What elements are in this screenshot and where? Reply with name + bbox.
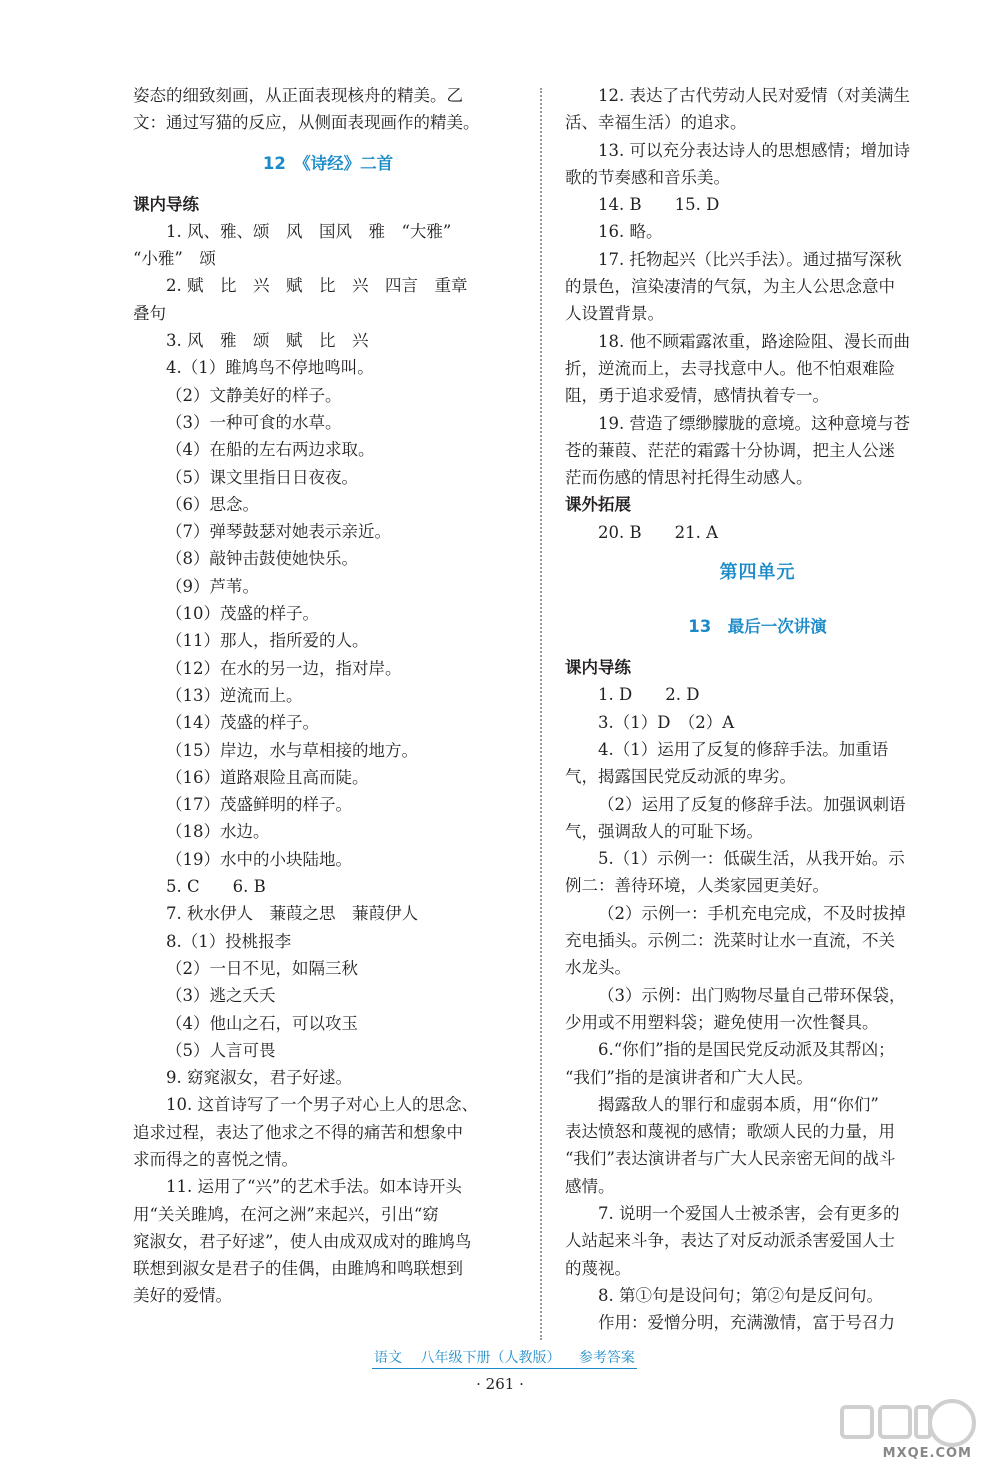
answer-line: 3. 风 雅 颂 赋 比 兴: [166, 331, 369, 351]
answer-continuation-line: 例二：善待环境，人类家园更美好。: [565, 876, 829, 896]
answer-line: 13. 可以充分表达诗人的思想感情；增加诗: [598, 140, 910, 160]
answer-continuation-line: 水龙头。: [565, 958, 631, 978]
answer-line: （6）思念。: [166, 494, 259, 514]
answer-continuation-line: “我们”表达演讲者与广大人民亲密无间的战斗: [565, 1149, 896, 1169]
answer-continuation-line: 姿态的细致刻画，从正面表现核舟的精美。乙: [133, 86, 463, 105]
answer-continuation-line: “我们”指的是演讲者和广大人民。: [565, 1067, 813, 1087]
answer-line: 作用：爱憎分明，充满激情，富于号召力: [598, 1313, 895, 1333]
answer-line: （5）人言可畏: [166, 1040, 276, 1060]
answer-line: 1. D 2. D: [598, 685, 700, 705]
left-column: [133, 82, 523, 1310]
answer-continuation-line: 折，逆流而上，去寻找意中人。他不怕艰难险: [565, 358, 895, 378]
answer-line: （4）在船的左右两边求取。: [166, 440, 375, 460]
answer-line: （16）道路艰险且高而陡。: [166, 767, 369, 787]
answer-line: 19. 营造了缥缈朦胧的意境。这种意境与苍: [598, 413, 910, 433]
answer-continuation-line: 感情。: [565, 1176, 615, 1196]
watermark-text: MXQE.COM: [882, 1446, 972, 1461]
answer-line: （17）茂盛鲜明的样子。: [166, 795, 352, 815]
answer-line: 11. 运用了“兴”的艺术手法。如本诗开头: [166, 1177, 462, 1197]
answer-line: （2）文静美好的样子。: [166, 385, 342, 405]
answer-continuation-line: 美好的爱情。: [133, 1286, 232, 1306]
answer-line: 8. 第①句是设问句；第②句是反问句。: [598, 1285, 883, 1305]
answer-line: 18. 他不顾霜露浓重，路途险阻、漫长而曲: [598, 331, 910, 351]
answer-line: （3）一种可食的水草。: [166, 412, 342, 432]
answer-continuation-line: 追求过程，表达了他求之不得的痛苦和想象中: [133, 1122, 463, 1142]
answer-continuation-line: 求而得之的喜悦之情。: [133, 1149, 298, 1169]
answer-line: 9. 窈窕淑女，君子好逑。: [166, 1068, 352, 1088]
answer-line: 17. 托物起兴（比兴手法）。通过描写深秋: [598, 249, 902, 269]
answer-line: （2）运用了反复的修辞手法。加强讽刺语: [598, 794, 906, 814]
answer-continuation-line: 苍的蒹葭、茫茫的霜露十分协调，把主人公迷: [565, 440, 895, 460]
page-number: · 261 ·: [476, 1375, 524, 1393]
answer-line: 10. 这首诗写了一个男子对心上人的思念、: [166, 1095, 478, 1115]
answer-line: （7）弹琴鼓瑟对她表示亲近。: [166, 522, 391, 542]
footer-book: 八年级下册（人教版）: [420, 1350, 561, 1366]
answer-line: （13）逆流而上。: [166, 685, 303, 705]
answer-continuation-line: 人设置背景。: [565, 304, 664, 324]
footer-subject: 语文: [374, 1350, 402, 1366]
section-heading: 课内导练: [133, 194, 199, 214]
answer-continuation-line: 气，揭露国民党反动派的卑劣。: [565, 767, 796, 787]
section-heading: 课外拓展: [565, 495, 631, 515]
answer-line: 3.（1）D （2）A: [598, 712, 735, 732]
answer-line: 8.（1）投桃报李: [166, 931, 292, 951]
answer-line: 5.（1）示例一：低碳生活，从我开始。示: [598, 849, 905, 869]
answer-line: （5）课文里指日日夜夜。: [166, 467, 358, 487]
answer-continuation-line: 叠句: [133, 303, 166, 323]
answer-line: （3）逃之夭夭: [166, 986, 276, 1006]
answer-continuation-line: 表达愤怒和蔑视的感情；歌颂人民的力量，用: [565, 1122, 895, 1142]
answer-line: 14. B 15. D: [598, 195, 720, 215]
answer-line: （19）水中的小块陆地。: [166, 849, 352, 869]
right-column: [565, 82, 950, 1336]
footer-running-title: [372, 1347, 637, 1369]
answer-continuation-line: 联想到淑女是君子的佳偶，由雎鸠和鸣联想到: [133, 1259, 463, 1279]
answer-continuation-line: 的景色，渲染凄清的气氛，为主人公思念意中: [565, 277, 895, 297]
answer-line: 12. 表达了古代劳动人民对爱情（对美满生: [598, 86, 910, 105]
footer-section: 参考答案: [578, 1350, 635, 1366]
answer-continuation-line: 人站起来斗争，表达了对反动派杀害爱国人士: [565, 1231, 895, 1251]
answer-continuation-line: 文：通过写猫的反应，从侧面表现画作的精美。: [133, 113, 480, 133]
lesson-title: 12 《诗经》二首: [262, 153, 394, 173]
answer-continuation-line: 歌的节奏感和音乐美。: [565, 167, 730, 187]
answer-continuation-line: 窕淑女，君子好逑”，使人由成双成对的雎鸠鸟: [133, 1231, 472, 1251]
answer-line: （12）在水的另一边，指对岸。: [166, 658, 402, 678]
answer-line: 1. 风、雅、颂 风 国风 雅 “大雅”: [166, 221, 452, 241]
section-heading: 课内导练: [565, 658, 631, 678]
answer-line: 4.（1）运用了反复的修辞手法。加重语: [598, 739, 889, 759]
answer-line: （18）水边。: [166, 822, 270, 842]
answer-line: （15）岸边，水与草相接的地方。: [166, 740, 418, 760]
answer-continuation-line: 阻，勇于追求爱情，感情执着专一。: [565, 386, 829, 406]
answer-continuation-line: 的蔑视。: [565, 1258, 631, 1278]
answer-continuation-line: 用“关关雎鸠，在河之洲”来起兴，引出“窈: [133, 1204, 439, 1224]
answer-line: （8）敲钟击鼓使她快乐。: [166, 549, 358, 569]
answer-line: （3）示例：出门购物尽量自己带环保袋，: [598, 985, 906, 1005]
answer-line: （2）一日不见，如隔三秋: [166, 958, 358, 978]
lesson-title: 13 最后一次讲演: [688, 617, 827, 637]
answer-line: 4.（1）雎鸠鸟不停地鸣叫。: [166, 358, 374, 378]
answer-line: （9）芦苇。: [166, 576, 259, 596]
column-divider: [540, 88, 542, 1340]
answer-line: 6.“你们”指的是国民党反动派及其帮凶；: [598, 1040, 895, 1060]
answer-line: 5. C 6. B: [166, 877, 266, 897]
answer-line: 7. 秋水伊人 蒹葭之思 蒹葭伊人: [166, 904, 418, 924]
answer-line: 16. 略。: [598, 222, 663, 242]
answer-line: （10）茂盛的样子。: [166, 604, 319, 624]
answer-line: 2. 赋 比 兴 赋 比 兴 四言 重章: [166, 276, 468, 296]
answer-continuation-line: 茫而伤感的情思衬托得生动感人。: [565, 468, 813, 488]
answer-line: （11）那人，指所爱的人。: [166, 631, 369, 651]
answer-continuation-line: 气，强调敌人的可耻下场。: [565, 821, 763, 841]
unit-title: 第四单元: [719, 562, 796, 584]
answer-line: 7. 说明一个爱国人士被杀害，会有更多的: [598, 1203, 900, 1223]
answer-line: （4）他山之石，可以攻玉: [166, 1013, 358, 1033]
answer-continuation-line: 充电插头。示例二：洗菜时让水一直流，不关: [565, 931, 895, 951]
answer-line: （2）示例一：手机充电完成，不及时拔掉: [598, 903, 906, 923]
answer-continuation-line: “小雅” 颂: [133, 249, 216, 269]
answer-line: 揭露敌人的罪行和虚弱本质，用“你们”: [598, 1094, 879, 1114]
answer-line: 20. B 21. A: [598, 522, 719, 542]
answer-line: （14）茂盛的样子。: [166, 713, 319, 733]
answer-continuation-line: 少用或不用塑料袋；避免使用一次性餐具。: [565, 1012, 879, 1032]
answer-continuation-line: 活、幸福生活）的追求。: [565, 113, 747, 133]
